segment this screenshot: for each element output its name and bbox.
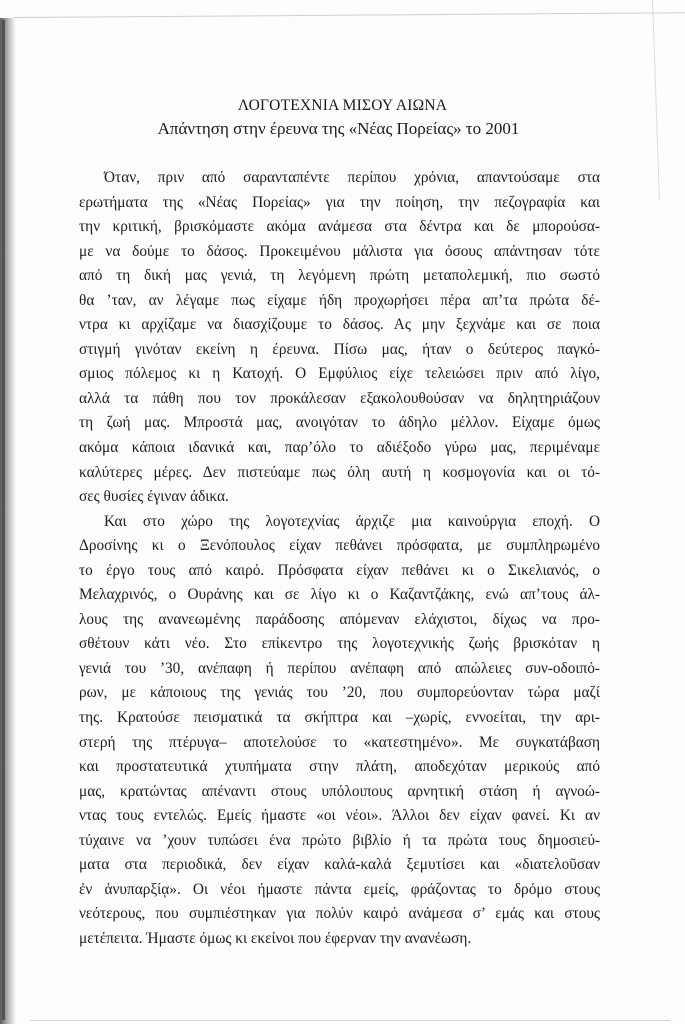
text-line: λους της ανανεωμένης παράδοσης απόμεναν ελάχιστοι, δίχως να προ- <box>79 610 600 628</box>
text-line: από τη δική μας γενιά, τη λεγόμενη πρώτη μεταπολεμική, πιο σωστό <box>79 267 600 285</box>
paragraph-1 <box>79 166 600 510</box>
text-line: και προστατευτικά χτυπήματα στην πλάτη, αποδεχόταν μερικούς από <box>79 758 600 776</box>
text-line: μας, κρατώντας απέναντι στους υπόλοιπους αρνητική στάση ή αγνοώ- <box>79 782 600 800</box>
text-line: ερωτήματα της «Νέας Πορείας» για την ποίηση, την πεζογραφία και <box>79 193 600 211</box>
body-text <box>79 166 600 952</box>
text-line: Δροσίνης κι ο Ξενόπουλος είχαν πεθάνει πρόσφατα, με συμπληρωμένο <box>79 537 600 555</box>
text-line: γενιά του ’30, ανέπαφη ή περίπου ανέπαφη από απώλειες συν-οδοιπό- <box>79 659 600 677</box>
text-line: ντρα κι αρχίζαμε να διασχίζουμε το δάσος. Ας μην ξεχνάμε και σε ποια <box>79 316 600 334</box>
text-line: με να δούμε το δάσος. Προκειμένου μάλιστα για όσους απάντησαν τότε <box>79 242 600 260</box>
text-line: αλλά τα πάθη που τον προκάλεσαν εξακολουθούσαν να δηλητηριάζουν <box>79 389 600 407</box>
text-line: στερή της πτέρυγα– αποτελούσε το «κατεστημένο». Με συγκατάβαση <box>79 733 600 751</box>
text-line: το έργο τους από καιρό. Πρόσφατα είχαν πεθάνει κι ο Σικελιανός, ο <box>79 561 600 579</box>
text-line: ματα στα περιοδικά, δεν είχαν καλά-καλά ξεμυτίσει και «διατελοῦσαν <box>79 856 600 874</box>
text-line: στιγμή γινόταν εκείνη η έρευνα. Πίσω μας, ήταν ο δεύτερος παγκό- <box>79 340 600 358</box>
text-line: σες θυσίες έγιναν άδικα. <box>79 488 229 506</box>
text-line: ακόμα κάποια ιδανικά και, παρ’όλο το αδιέξοδο γύρω μας, περιμέναμε <box>79 439 600 457</box>
chapter-subtitle: Απάντηση στην έρευνα της «Νέας Πορείας» το 2001 <box>157 119 520 138</box>
text-line: την κριτική, βρισκόμαστε ακόμα ανάμεσα στα δέντρα και δε μπορούσα- <box>79 218 600 236</box>
text-line: θα ’ταν, αν λέγαμε πως είχαμε ήδη προχωρήσει πέρα απ’τα πρώτα δέ- <box>79 291 600 309</box>
text-line: καλύτερες μέρες. Δεν πιστεύαμε πως όλη αυτή η κοσμογονία και οι τό- <box>79 463 600 481</box>
page-top-edge <box>14 12 685 18</box>
text-line: τη ζωή μας. Μπροστά μας, ανοιγόταν το άδηλο μέλλον. Είχαμε όμως <box>79 414 600 432</box>
chapter-title: ΛΟΓΟΤΕΧΝΙΑ ΜΙΣΟΥ ΑΙΩΝΑ <box>237 97 448 114</box>
text-line: τύχαινε να ’χουν τυπώσει ένα πρώτο βιβλίο ή τα πρώτα τους δημοσιεύ- <box>79 831 600 849</box>
text-line: σθέτουν κάτι νέο. Στο επίκεντρο της λογοτεχνικής ζωής βρισκόταν η <box>79 635 600 653</box>
text-line: ντας τους εντελώς. Εμείς ήμαστε «οι νέοι». Άλλοι δεν είχαν φανεί. Κι αν <box>79 807 600 825</box>
text-line: Όταν, πριν από σαρανταπέντε περίπου χρόνια, απαντούσαμε στα <box>104 169 600 186</box>
text-line: ἐν ἀνυπαρξίᾳ». Οι νέοι ήμαστε πάντα εμείς, φράζοντας το δρόμο στους <box>79 880 600 898</box>
text-line: Μελαχρινός, ο Ουράνης και σε λίγο κι ο Καζαντζάκης, ενώ απ’τους άλ- <box>79 586 600 604</box>
page-bottom-edge <box>30 1020 670 1021</box>
text-line: μετέπειτα. Ήμαστε όμως κι εκείνοι που έφερναν την ανανέωση. <box>79 929 472 947</box>
paragraph-2 <box>79 510 600 952</box>
text-line: ρων, με κάποιους της γενιάς του ’20, που συμπορεύονταν τώρα μαζί <box>79 684 600 702</box>
binding-edge <box>2 20 5 1020</box>
text-line: της. Κρατούσε πεισματικά τα σκήπτρα και –χωρίς, εννοείται, την αρι- <box>79 709 600 727</box>
text-line: νεότερους, που συμπιέστηκαν για πολύν καιρό ανάμεσα σ’ εμάς και στους <box>79 905 600 923</box>
text-line: σμιος πόλεμος κι η Κατοχή. Ο Εμφύλιος είχε τελειώσει πριν από λίγο, <box>79 365 600 383</box>
text-line: Και στο χώρο της λογοτεχνίας άρχιζε μια καινούργια εποχή. Ο <box>104 512 600 530</box>
